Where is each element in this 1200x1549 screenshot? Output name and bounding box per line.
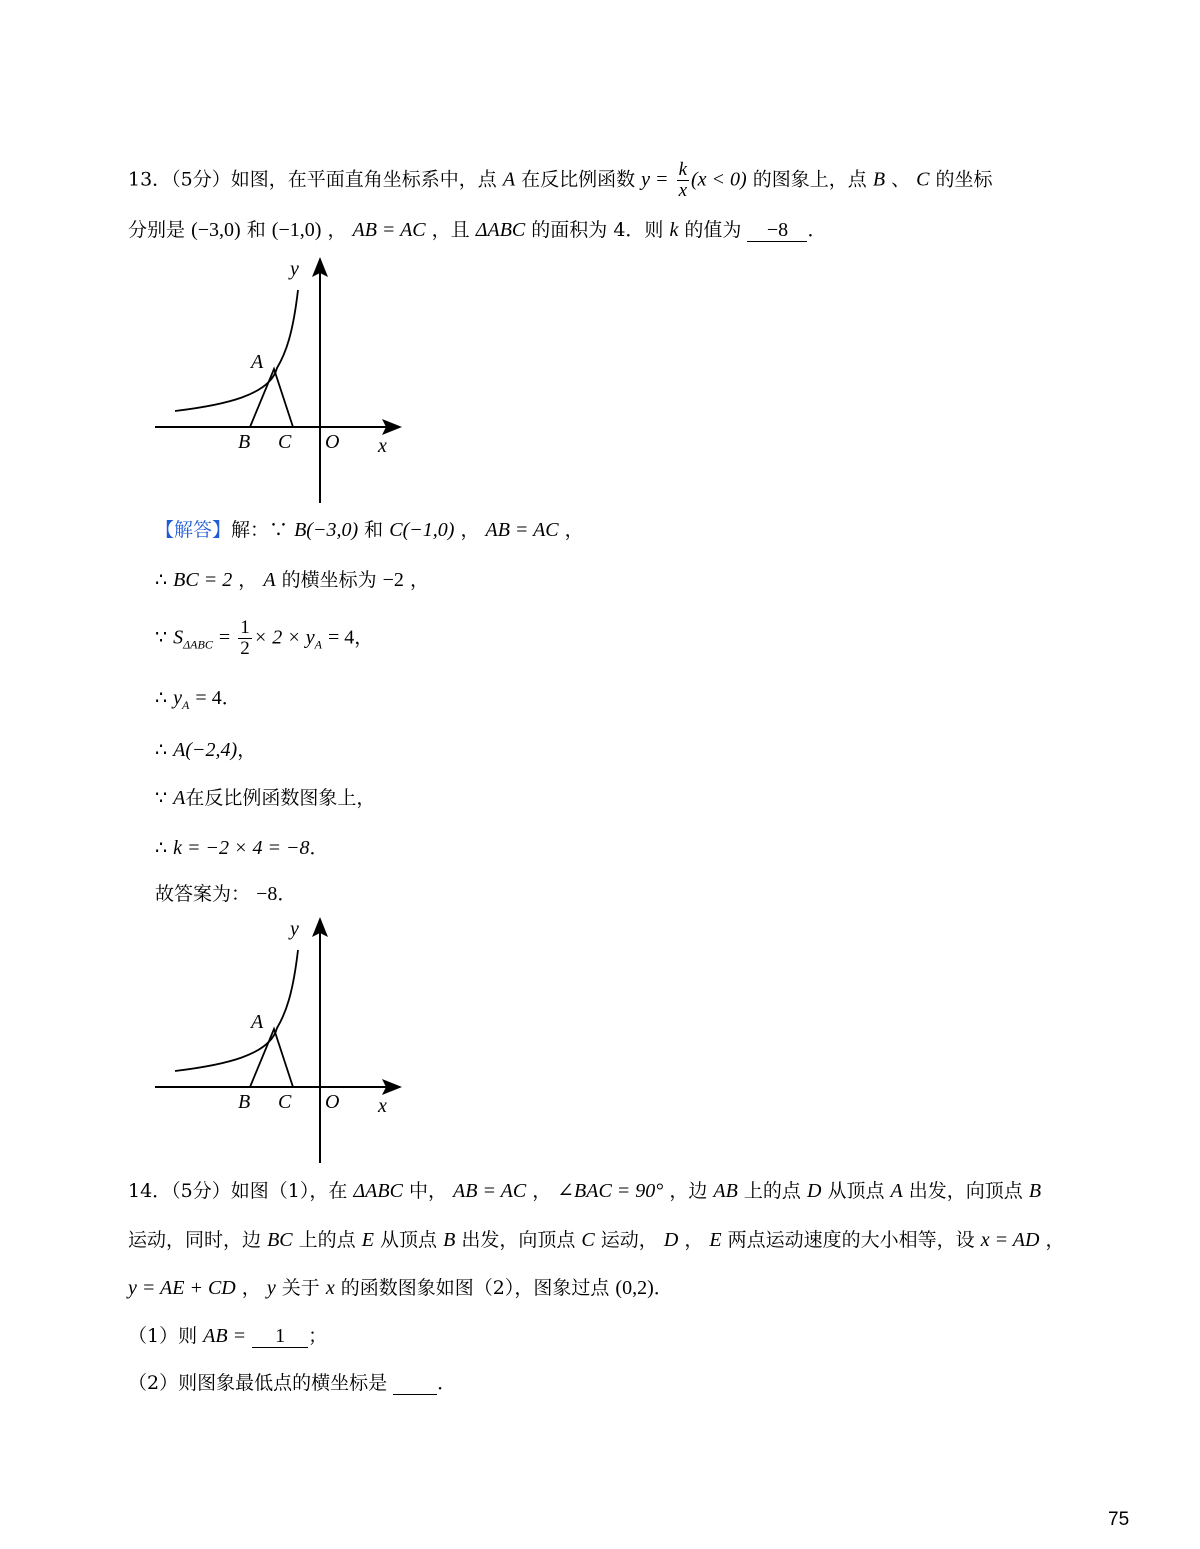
side-ab: AB	[713, 1180, 738, 1202]
q13-text: 、	[891, 168, 911, 191]
page-number: 75	[1108, 1509, 1130, 1530]
solution-text: ∴	[155, 739, 168, 761]
solution-text: 和	[364, 519, 384, 541]
q14-text: 从顶点	[827, 1180, 885, 1202]
fraction-numerator: k	[678, 159, 688, 180]
q14-part2-answer-blank	[393, 1372, 437, 1395]
q13-text: 的图象上，点	[752, 168, 867, 191]
x-axis-label: x	[378, 435, 387, 457]
point-e-label: E	[709, 1229, 722, 1251]
q14-text: 出发，向顶点	[461, 1229, 576, 1251]
q13-text: ，	[327, 219, 347, 241]
y-axis-label: y	[290, 258, 299, 280]
hyperbola-curve	[175, 950, 298, 1071]
fraction-denominator: x	[678, 180, 688, 201]
q14-text: 上的点	[743, 1180, 801, 1202]
half-fraction	[238, 618, 252, 659]
q13-line-2	[128, 216, 827, 244]
q14-text: ．	[437, 1372, 457, 1394]
point-a-label: A	[173, 787, 186, 809]
solution-text: ．	[309, 837, 329, 859]
solution-text: ．	[221, 687, 241, 709]
point-b-label: B	[443, 1229, 456, 1251]
ya-subscript: A	[182, 698, 190, 712]
q14-line-2	[128, 1226, 1064, 1254]
equation-ab-ac: AB = AC	[352, 219, 426, 241]
q13-text: ，且	[431, 219, 470, 241]
q14-text: 从顶点	[380, 1229, 438, 1251]
solution-line-1	[155, 516, 584, 544]
solution-text: ，	[354, 626, 374, 649]
solution-text: 在反比例函数图象上，	[185, 787, 376, 809]
solution-text: ∵	[155, 626, 168, 649]
ya-value: = 4	[195, 687, 222, 709]
q13-text: ．	[807, 219, 827, 241]
solution-line-7	[155, 834, 329, 862]
solution-text: ∴	[155, 687, 168, 709]
q14-line-3	[128, 1274, 673, 1302]
q13-text: 在反比例函数	[521, 168, 636, 191]
q14-text: ，	[532, 1180, 552, 1202]
area-product: × 2 × y	[253, 626, 315, 649]
final-answer: −8	[256, 883, 278, 905]
equals-sign: =	[218, 626, 231, 649]
coord-c: C(−1,0)	[389, 519, 455, 541]
solution-line-5	[155, 736, 256, 764]
q14-text: 14．（5分）如图（1），在	[128, 1180, 348, 1202]
solution-text: ，	[409, 569, 429, 591]
origin-label: O	[325, 431, 340, 453]
q13-answer-blank: −8	[747, 219, 807, 242]
q14-text: 上的点	[298, 1229, 356, 1251]
q14-text: ，边	[669, 1180, 708, 1202]
q14-line-1	[128, 1177, 1041, 1205]
triangle-abc: ΔABC	[475, 219, 526, 241]
y-variable: y	[266, 1277, 276, 1299]
q14-part-2	[128, 1369, 456, 1397]
q13-text: 13．（5分）如图，在平面直角坐标系中，点	[128, 168, 497, 191]
q13-figure	[150, 255, 410, 510]
solution-text: ，	[460, 519, 480, 541]
k-label: k	[669, 219, 679, 241]
point-c-label: C	[278, 1091, 292, 1113]
solution-text: ，	[237, 739, 257, 761]
q14-text: ，	[241, 1277, 261, 1299]
fraction-numerator: 1	[240, 617, 250, 638]
area-subscript: ΔABC	[183, 637, 213, 652]
point-a-label: A	[251, 351, 264, 373]
point-c-label: C	[916, 168, 930, 191]
point-a-label: A	[251, 1011, 264, 1033]
point-a-label: A	[502, 168, 516, 191]
solution-line-4	[155, 684, 241, 719]
q13-text: 的值为	[684, 219, 742, 241]
area-symbol: S	[173, 626, 184, 649]
q14-text: ，	[684, 1229, 704, 1251]
point-a-label: A	[890, 1180, 903, 1202]
side-bc: BC	[267, 1229, 293, 1251]
q14-text: 出发，向顶点	[908, 1180, 1023, 1202]
angle-bac: ∠BAC = 90°	[557, 1180, 664, 1202]
equation-ab-ac: AB = AC	[453, 1180, 527, 1202]
q14-text: 关于	[281, 1277, 320, 1299]
area-value: = 4	[328, 626, 355, 649]
q14-text: 运动，	[600, 1229, 658, 1251]
y-definition: y = AE + CD	[128, 1277, 236, 1299]
solution-text: ∴	[155, 837, 168, 859]
solution-text: ∴	[155, 569, 168, 591]
function-fraction	[677, 160, 689, 201]
q14-text: ．	[653, 1277, 673, 1299]
x-variable: x	[325, 1277, 335, 1299]
q14-part-1	[128, 1322, 327, 1350]
coord-b: B(−3,0)	[294, 519, 359, 541]
equation-bc: BC = 2	[173, 569, 233, 591]
function-condition: (x < 0)	[691, 168, 747, 191]
point-d-label: D	[806, 1180, 822, 1202]
solution-text: 的横坐标为	[281, 569, 377, 591]
q14-part1-answer-blank: 1	[252, 1325, 308, 1348]
q13-text: 的面积为 4．则	[531, 219, 664, 241]
ab-equals: AB =	[203, 1325, 247, 1347]
solution-line-2	[155, 566, 429, 594]
solution-line-3	[155, 618, 373, 659]
point-c-label: C	[278, 431, 292, 453]
point-c-label: C	[581, 1229, 595, 1251]
solution-text: ．	[277, 883, 297, 905]
x-value: −2	[382, 569, 404, 591]
q14-text: （2）则图象最低点的横坐标是	[128, 1372, 388, 1394]
fraction-denominator: 2	[240, 638, 250, 659]
solution-text: 故答案为：	[155, 883, 251, 905]
x-axis-label: x	[378, 1095, 387, 1117]
q14-text: 运动，同时，边	[128, 1229, 262, 1251]
point-b-label: B	[238, 1091, 251, 1113]
ya-symbol: y	[173, 687, 183, 709]
q14-text: ，	[1045, 1229, 1065, 1251]
solution-text: ，	[238, 569, 258, 591]
q13-line-1	[128, 160, 993, 201]
q14-text: ；	[308, 1325, 328, 1347]
ya-subscript: A	[314, 637, 322, 652]
point-b-label: B	[1028, 1180, 1042, 1202]
y-axis-label: y	[290, 918, 299, 940]
coord-b: (−3,0)	[191, 219, 241, 241]
point-a-label: A	[263, 569, 276, 591]
solution-line-6	[155, 784, 375, 812]
k-computation: k = −2 × 4 = −8	[173, 837, 310, 859]
origin-label: O	[325, 1091, 340, 1113]
hyperbola-curve	[175, 290, 298, 411]
solution-figure	[150, 915, 410, 1170]
q13-text: 分别是	[128, 219, 186, 241]
solution-tag: 【解答】	[155, 519, 232, 541]
q14-text: 中，	[408, 1180, 447, 1202]
solution-line-8	[155, 880, 296, 908]
equation-ab-ac: AB = AC	[485, 519, 559, 541]
triangle-abc: ΔABC	[353, 1180, 403, 1202]
solution-text: 解：∵	[231, 519, 289, 541]
q13-text: 的坐标	[935, 168, 993, 191]
graph-point: (0,2)	[615, 1277, 654, 1299]
point-d-label: D	[663, 1229, 679, 1251]
point-e-label: E	[361, 1229, 374, 1251]
q14-text: （1）则	[128, 1325, 198, 1347]
function-lhs: y =	[641, 168, 669, 191]
coord-c: (−1,0)	[271, 219, 322, 241]
solution-text: ∵	[155, 787, 168, 809]
solution-text: ，	[564, 519, 584, 541]
q14-text: 的函数图象如图（2），图象过点	[340, 1277, 610, 1299]
q13-text: 和	[246, 219, 266, 241]
q14-text: 两点运动速度的大小相等，设	[727, 1229, 975, 1251]
x-definition: x = AD	[980, 1229, 1040, 1251]
coord-a: A(−2,4)	[173, 739, 238, 761]
point-b-label: B	[238, 431, 251, 453]
point-b-label: B	[872, 168, 886, 191]
